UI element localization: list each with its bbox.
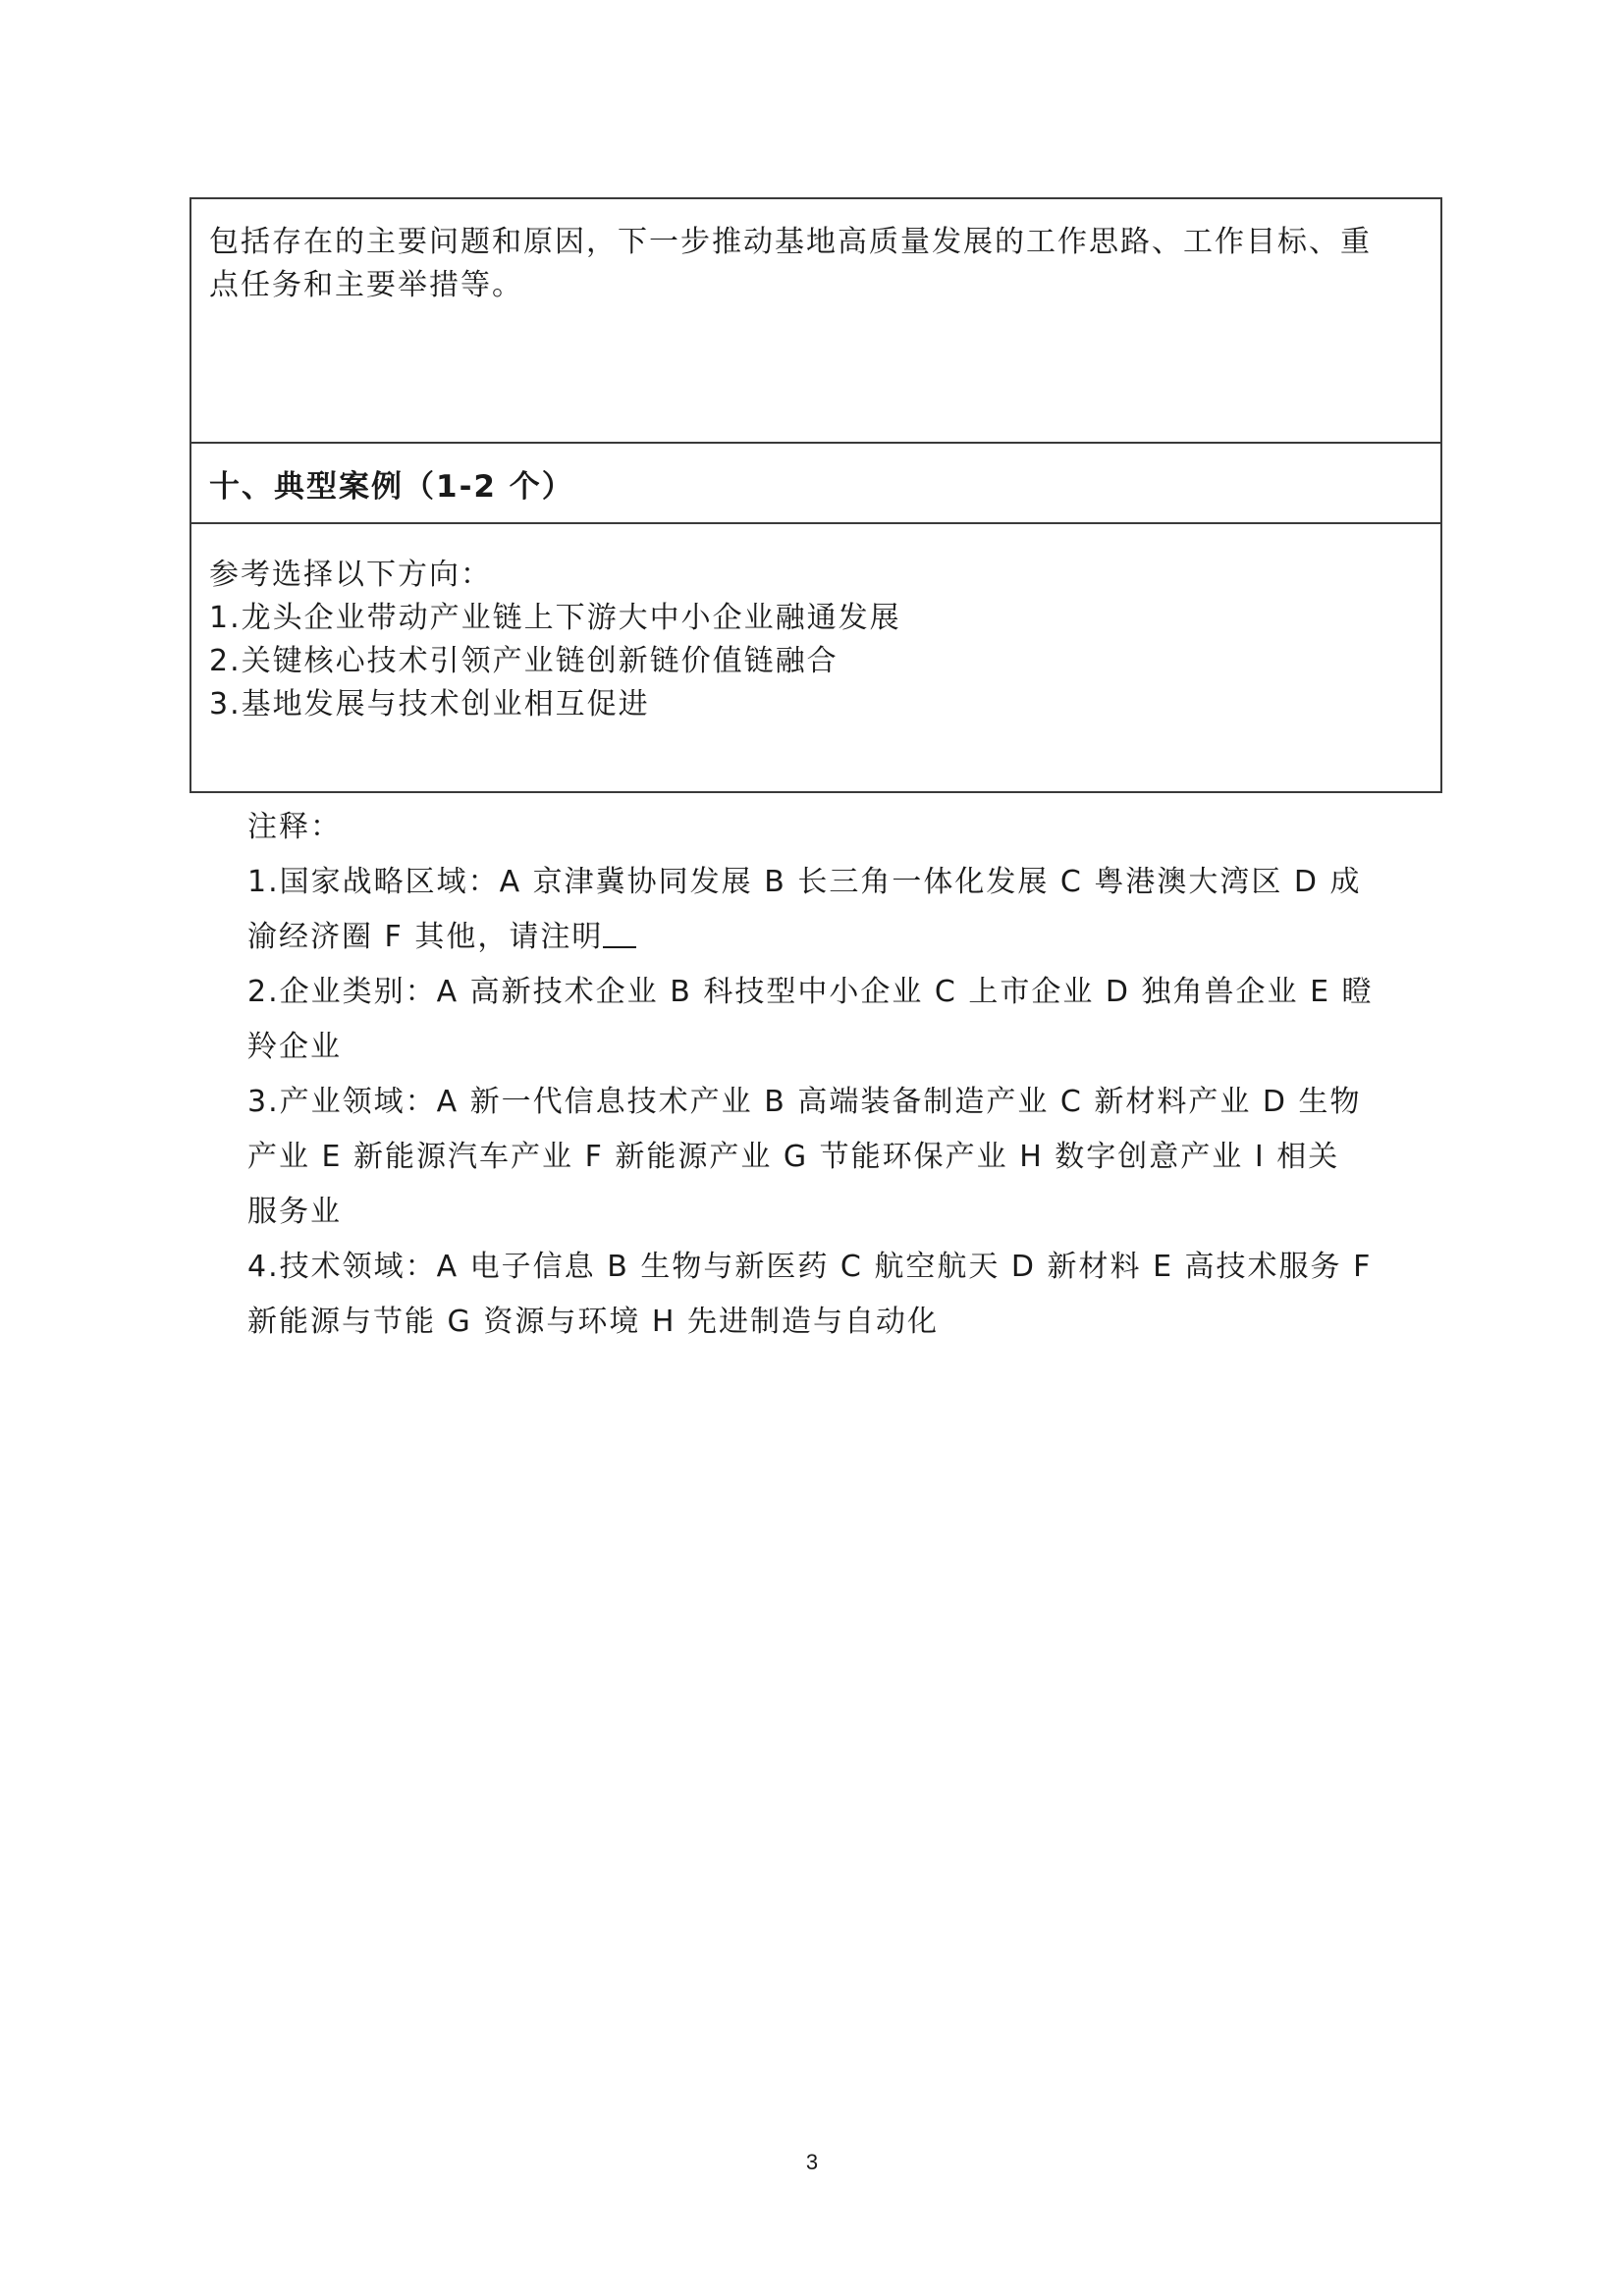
note-line: 4.技术领域：A 电子信息 B 生物与新医药 C 航空航天 D 新材料 E 高技术服务 F — [247, 1250, 1373, 1284]
note-line: 渝经济圈 F 其他，请注明 — [247, 920, 604, 954]
section-10-content-cell — [189, 524, 1442, 793]
note-line: 新能源与节能 G 资源与环境 H 先进制造与自动化 — [247, 1305, 939, 1339]
section-10-intro: 参考选择以下方向： — [209, 558, 492, 592]
form-table — [189, 197, 1442, 793]
notes-title: 注释： — [247, 810, 342, 844]
notes-section — [247, 800, 1386, 1350]
note-line: 3.产业领域：A 新一代信息技术产业 B 高端装备制造产业 C 新材料产业 D 生物 — [247, 1085, 1362, 1119]
case-direction-item: 1.龙头企业带动产业链上下游大中小企业融通发展 — [209, 601, 901, 635]
case-direction-item: 2.关键核心技术引领产业链创新链价值链融合 — [209, 644, 839, 678]
section-9-line: 点任务和主要举措等。 — [209, 268, 523, 302]
note-line: 1.国家战略区域：A 京津冀协同发展 B 长三角一体化发展 C 粤港澳大湾区 D 成 — [247, 865, 1362, 899]
page-number: 3 — [805, 2150, 819, 2174]
section-9-cell — [189, 197, 1442, 444]
note-line: 服务业 — [247, 1195, 342, 1229]
case-direction-item: 3.基地发展与技术创业相互促进 — [209, 687, 650, 721]
note-line: 羚企业 — [247, 1030, 342, 1064]
section-9-line: 包括存在的主要问题和原因，下一步推动基地高质量发展的工作思路、工作目标、重 — [209, 225, 1372, 259]
section-10-heading: 十、典型案例（1-2 个） — [209, 468, 574, 505]
fill-in-blank — [603, 927, 636, 948]
section-10-heading-cell — [189, 444, 1442, 524]
note-line-with-blank — [247, 910, 1386, 965]
note-line: 产业 E 新能源汽车产业 F 新能源产业 G 节能环保产业 H 数字创意产业 I 相关 — [247, 1140, 1340, 1174]
note-line: 2.企业类别：A 高新技术企业 B 科技型中小企业 C 上市企业 D 独角兽企业 E 瞪 — [247, 975, 1374, 1009]
